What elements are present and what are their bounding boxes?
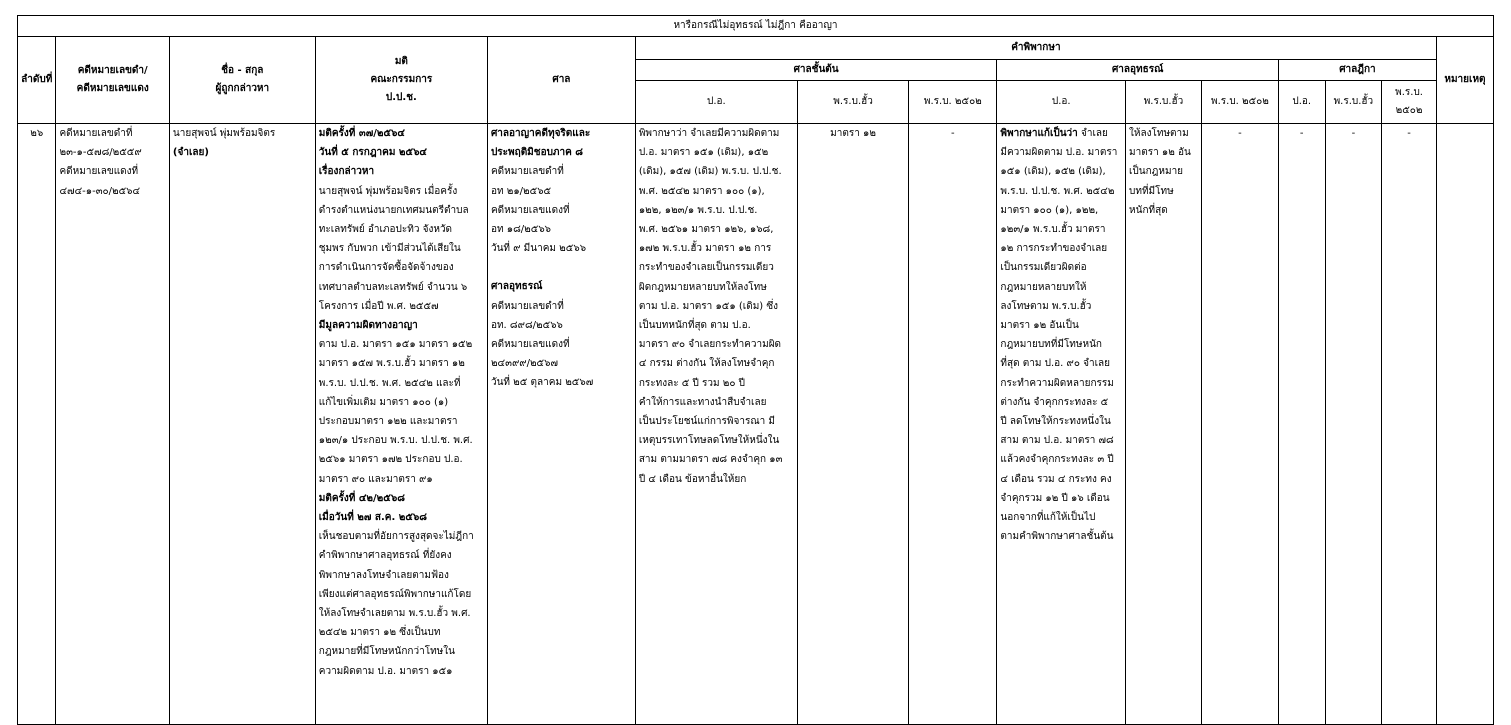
court-heading: ประพฤติมิชอบภาค ๘	[490, 147, 584, 159]
header-first-2502: พ.ร.บ. ๒๕๐๒	[909, 81, 997, 124]
resolution-line: เพียงแต่ศาลอุทธรณ์พิพากษาแก้โดย	[318, 588, 472, 600]
appeal-po-line: ๑๒๓/๑ พ.ร.บ.ฮั้ว มาตรา	[1000, 224, 1106, 236]
first-po-line: ปี ๔ เดือน ข้อหาอื่นให้ยก	[638, 473, 747, 485]
court-line: คดีหมายเลขดำที่	[490, 300, 564, 312]
header-sup-prb: พ.ร.บ.ฮั้ว	[1325, 81, 1382, 124]
header-sup-2502-line2: ๒๕๐๒	[1395, 105, 1423, 116]
header-court: ศาล	[487, 37, 635, 124]
resolution-line: ประกอบมาตรา ๑๒๒ และมาตรา	[318, 416, 458, 428]
resolution-line: ทะเลทรัพย์ อำเภอปะทิว จังหวัด	[318, 224, 453, 236]
first-po-line: เป็นบทหนักที่สุด ตาม ป.อ.	[638, 320, 751, 332]
appeal-po-line: ๑๒ การกระทำของจำเลย	[1000, 243, 1108, 255]
header-case-no: คดีหมายเลขดำ/ คดีหมายเลขแดง	[56, 37, 169, 124]
resolution-line: ให้ลงโทษจำเลยตาม พ.ร.บ.ฮั้ว พ.ศ.	[318, 608, 471, 620]
resolution-heading: มีมูลความผิดทางอาญา	[318, 320, 418, 332]
header-sup-po: ป.อ.	[1278, 81, 1325, 124]
header-first-court: ศาลชั้นต้น	[635, 60, 997, 81]
appeal-po-line: กฎหมายหลายบทให้	[1000, 281, 1087, 293]
court-line: วันที่ ๒๕ ตุลาคม ๒๕๖๗	[490, 377, 594, 389]
resolution-heading: มติครั้งที่ ๓๗/๒๕๖๔	[318, 128, 405, 139]
resolution-line: นายสุพจน์ พุ่มพร้อมจิตร เมื่อครั้ง	[318, 185, 458, 197]
resolution-line: มาตรา ๑๕๗ พ.ร.บ.ฮั้ว มาตรา ๑๒	[318, 358, 465, 370]
resolution-line: เห็นชอบตามที่อัยการสูงสุดจะไม่ฎีกา	[318, 531, 474, 543]
resolution-line: การดำเนินการจัดซื้อจัดจ้างของ	[318, 262, 454, 274]
appeal-po-line: ตามคำพิพากษาศาลชั้นต้น	[1000, 531, 1114, 543]
appeal-po-line: มาตรา ๑๒ อันเป็น	[1000, 320, 1079, 332]
cell-seq: ๒๖	[18, 124, 56, 725]
first-po-line: คำให้การและทางนำสืบจำเลย	[638, 396, 767, 408]
case-line: ๔๗๔-๑-๓๐/๒๕๖๔	[59, 185, 141, 197]
appeal-po-line: ลงโทษตาม พ.ร.บ.ฮั้ว	[1000, 300, 1092, 312]
first-po-line: เหตุบรรเทาโทษลดโทษให้หนึ่งใน	[638, 435, 780, 447]
first-po-line: สาม ตามมาตรา ๗๘ คงจำคุก ๑๓	[638, 454, 783, 466]
first-po-line: ผิดกฎหมายหลายบทให้ลงโทษ	[638, 281, 767, 293]
cell-resolution	[315, 124, 487, 725]
resolution-heading: เมื่อวันที่ ๒๗ ส.ค. ๒๕๖๘	[318, 512, 427, 524]
table-title: หารือกรณีไม่อุทธรณ์ ไม่ฎีกา คืออาญา	[18, 16, 1494, 37]
first-po-line: ๔ กรรม ต่างกัน ให้ลงโทษจำคุก	[638, 358, 775, 370]
first-po-line: กระทำของจำเลยเป็นกรรมเดียว	[638, 262, 774, 274]
name-line: นายสุพจน์ พุ่มพร้อมจิตร	[172, 128, 276, 139]
resolution-line: แก้ไขเพิ่มเติม มาตรา ๑๐๐ (๑)	[318, 396, 449, 408]
resolution-heading: เรื่องกล่าวหา	[318, 166, 375, 178]
cell-sup-po: -	[1278, 124, 1325, 725]
appeal-prb-line: ให้ลงโทษตาม	[1129, 128, 1189, 139]
appeal-po-line: มาตรา ๑๐๐ (๑), ๑๒๒,	[1000, 204, 1099, 216]
appeal-prb-line: เป็นกฎหมาย	[1129, 166, 1184, 178]
header-supreme-court: ศาลฎีกา	[1278, 60, 1436, 81]
appeal-prb-line: หนักที่สุด	[1129, 204, 1168, 216]
table-row	[18, 124, 1494, 725]
cell-sup-prb: -	[1325, 124, 1382, 725]
appeal-po-line: กฎหมายบทที่มีโทษหนัก	[1000, 339, 1102, 351]
cell-sup-2502: -	[1382, 124, 1437, 725]
cell-appeal-prb	[1126, 124, 1202, 725]
header-seq-text: ลำดับที่	[21, 74, 53, 85]
resolution-line: เทศบาลตำบลทะเลทรัพย์ จำนวน ๖	[318, 281, 468, 293]
appeal-po-line: กระทำความผิดหลายกรรม	[1000, 377, 1114, 389]
resolution-line: ชุมพร กับพวก เข้ามีส่วนได้เสียใน	[318, 243, 461, 255]
header-seq	[18, 37, 56, 124]
appeal-po-line: มีความผิดตาม ป.อ. มาตรา	[1000, 147, 1118, 159]
first-po-line: พิพากษาว่า จำเลยมีความผิดตาม	[638, 128, 780, 139]
resolution-line: ดำรงตำแหน่งนายกเทศมนตรีตำบล	[318, 204, 469, 216]
court-line: อท. ๘๙๘/๒๕๖๖	[490, 319, 563, 331]
header-remark: หมายเหตุ	[1436, 37, 1493, 124]
appeal-po-line: แล้วคงจำคุกกระทงละ ๓ ปี	[1000, 454, 1114, 466]
court-heading: ศาลอุทธรณ์	[490, 281, 543, 293]
resolution-line: มาตรา ๙๐ และมาตรา ๙๑	[318, 473, 433, 485]
resolution-line: ๒๕๔๒ มาตรา ๑๒ ซึ่งเป็นบท	[318, 627, 441, 639]
appeal-po-line: สาม ตาม ป.อ. มาตรา ๗๘	[1000, 435, 1114, 447]
resolution-heading: วันที่ ๕ กรกฎาคม ๒๕๖๔	[318, 147, 427, 159]
resolution-line: โครงการ เมื่อปี พ.ศ. ๒๕๕๗	[318, 300, 439, 312]
first-po-line: เป็นประโยชน์แก่การพิจารณา มี	[638, 416, 776, 428]
court-line: ๒๔๓๙๙/๒๕๖๗	[490, 358, 558, 370]
resolution-line: ๑๒๓/๑ ประกอบ พ.ร.บ. ป.ป.ช. พ.ศ.	[318, 435, 473, 447]
header-sup-2502	[1382, 81, 1437, 124]
appeal-po-heading: พิพากษาแก้เป็นว่า	[1000, 128, 1078, 139]
header-name: ชื่อ - สกุล ผู้ถูกกล่าวหา	[169, 37, 315, 124]
case-line: คดีหมายเลขแดงที่	[59, 166, 139, 178]
header-appeal-po: ป.อ.	[997, 81, 1126, 124]
case-line: คดีหมายเลขดำที่	[59, 128, 133, 139]
resolution-line: คำพิพากษาศาลอุทธรณ์ ที่ยังคง	[318, 550, 452, 562]
cell-appeal-2502: -	[1201, 124, 1278, 725]
name-line: (จำเลย)	[172, 147, 209, 159]
cell-name	[169, 124, 315, 725]
court-line: คดีหมายเลขแดงที่	[490, 339, 570, 351]
first-po-line: กระทงละ ๕ ปี รวม ๒๐ ปี	[638, 377, 746, 389]
resolution-line: ตาม ป.อ. มาตรา ๑๕๑ มาตรา ๑๕๒	[318, 339, 473, 351]
resolution-line: พ.ร.บ. ป.ป.ช. พ.ศ. ๒๕๔๒ และที่	[318, 377, 461, 389]
appeal-prb-line: บทที่มีโทษ	[1129, 185, 1174, 197]
cell-first-2502: -	[909, 124, 997, 725]
court-line: วันที่ ๙ มีนาคม ๒๕๖๖	[490, 243, 587, 255]
appeal-po-line: ปี ลดโทษให้กระทงหนึ่งใน	[1000, 416, 1111, 428]
header-judgment: คำพิพากษา	[635, 37, 1436, 60]
appeal-po-line: จำคุกรวม ๑๒ ปี ๑๖ เดือน	[1000, 492, 1110, 504]
cell-case-no	[56, 124, 169, 725]
header-sup-2502-line1: พ.ร.บ.	[1395, 87, 1423, 98]
first-po-line: พ.ศ. ๒๕๖๑ มาตรา ๑๒๖, ๑๖๘,	[638, 224, 774, 236]
first-po-line: ป.อ. มาตรา ๑๕๑ (เดิม), ๑๕๒	[638, 147, 769, 159]
header-first-po: ป.อ.	[635, 81, 797, 124]
appeal-po-line: ต่างกัน จำคุกกระทงละ ๕	[1000, 396, 1109, 408]
cell-appeal-po	[997, 124, 1126, 725]
cell-court	[487, 124, 635, 725]
appeal-prb-line: มาตรา ๑๒ อัน	[1129, 147, 1191, 159]
document-table	[17, 15, 1494, 725]
resolution-line: กฎหมายที่มีโทษหนักกว่าโทษใน	[318, 646, 455, 658]
appeal-po-text: จำเลย	[1077, 128, 1108, 139]
court-line: คดีหมายเลขดำที่	[490, 166, 564, 178]
resolution-heading: มติครั้งที่ ๔๒/๒๕๖๘	[318, 492, 405, 504]
case-line: ๒๓-๑-๕๗๘/๒๕๕๙	[59, 147, 142, 159]
court-line: คดีหมายเลขแดงที่	[490, 204, 570, 216]
first-po-line: ๑๒๒, ๑๒๓/๑ พ.ร.บ. ป.ป.ช.	[638, 204, 758, 216]
resolution-line: ๒๕๖๑ มาตรา ๑๗๒ ประกอบ ป.อ.	[318, 454, 463, 466]
first-po-line: (เดิม), ๑๕๗ (เดิม) พ.ร.บ. ป.ป.ช.	[638, 166, 782, 178]
first-po-line: มาตรา ๙๐ จำเลยกระทำความผิด	[638, 339, 782, 351]
cell-remark	[1436, 124, 1493, 725]
court-heading: ศาลอาญาคดีทุจริตและ	[490, 128, 591, 139]
first-po-line: ๑๗๒ พ.ร.บ.ฮั้ว มาตรา ๑๒ การ	[638, 243, 772, 255]
resolution-line: พิพากษาลงโทษจำเลยตามฟ้อง	[318, 569, 449, 581]
court-line: อท ๒๑/๒๕๖๕	[490, 185, 552, 197]
header-appeal-prb: พ.ร.บ.ฮั้ว	[1126, 81, 1202, 124]
header-resolution: มติ คณะกรรมการ ป.ป.ช.	[315, 37, 487, 124]
cell-first-po	[635, 124, 797, 725]
appeal-po-line: ๔ เดือน รวม ๔ กระทง คง	[1000, 473, 1112, 485]
cell-first-prb: มาตรา ๑๒	[797, 124, 908, 725]
header-appeal-2502: พ.ร.บ. ๒๕๐๒	[1201, 81, 1278, 124]
appeal-po-line: เป็นกรรมเดียวผิดต่อ	[1000, 262, 1087, 274]
court-gap	[491, 258, 632, 277]
header-first-prb: พ.ร.บ.ฮั้ว	[797, 81, 908, 124]
appeal-po-line: พ.ร.บ. ป.ป.ช. พ.ศ. ๒๕๔๒	[1000, 185, 1115, 197]
resolution-line: ความผิดตาม ป.อ. มาตรา ๑๕๑	[318, 665, 453, 677]
appeal-po-line: ๑๕๑ (เดิม), ๑๕๒ (เดิม),	[1000, 166, 1106, 178]
first-po-line: ตาม ป.อ. มาตรา ๑๕๑ (เดิม) ซึ่ง	[638, 300, 779, 312]
appeal-po-line: นอกจากที่แก้ให้เป็นไป	[1000, 512, 1096, 524]
court-line: อท ๑๘/๒๕๖๖	[490, 224, 552, 236]
header-appeal-court: ศาลอุทธรณ์	[997, 60, 1279, 81]
appeal-po-line-first	[1000, 124, 1122, 143]
appeal-po-line: ที่สุด ตาม ป.อ. ๙๐ จำเลย	[1000, 358, 1111, 370]
first-po-line: พ.ศ. ๒๕๔๒ มาตรา ๑๐๐ (๑),	[638, 185, 765, 197]
